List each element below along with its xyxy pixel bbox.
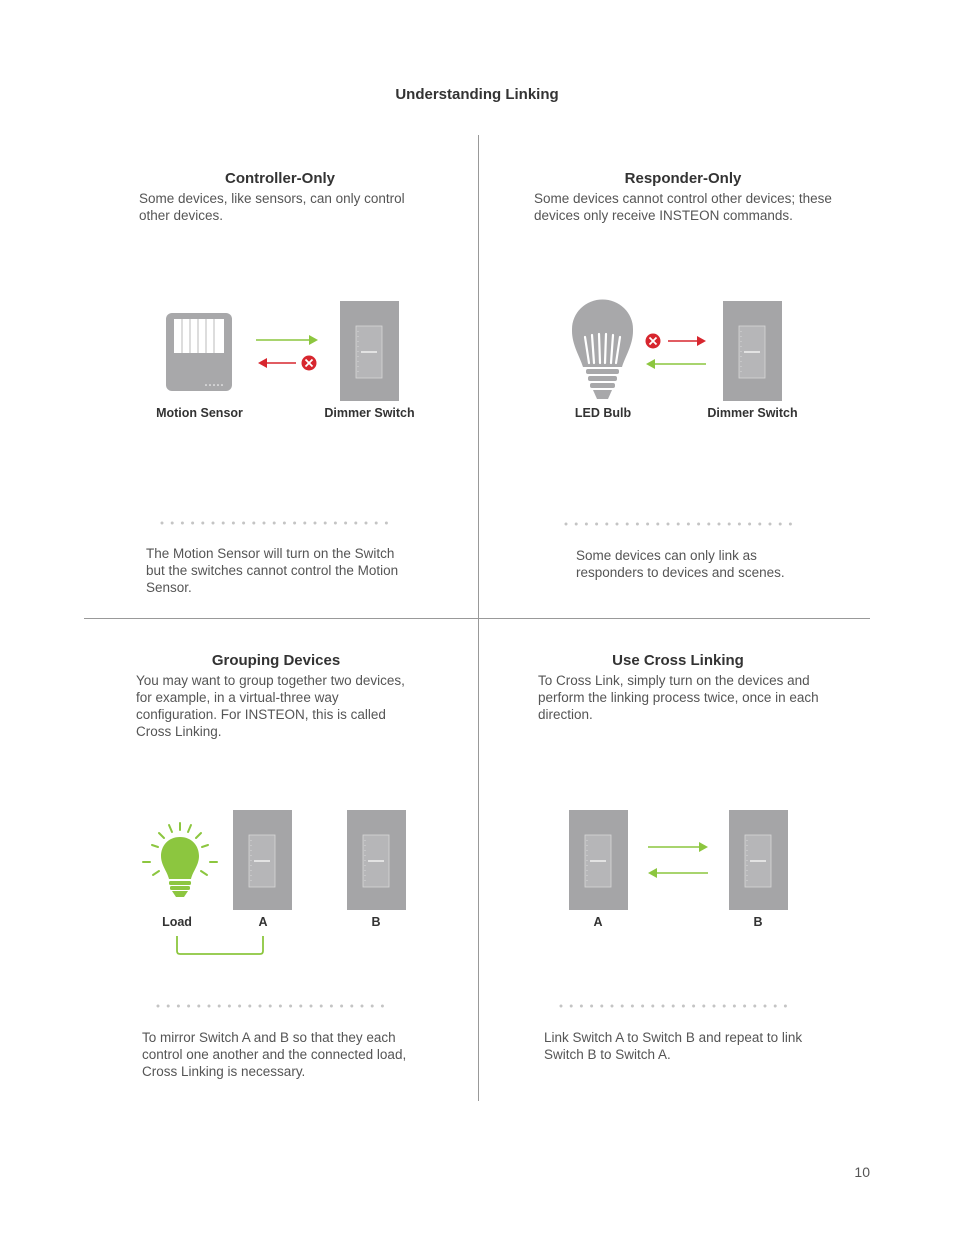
section-note-responder-only: Some devices can only link as responders to devices and scenes. [576, 548, 785, 580]
led-bulb-icon [572, 300, 633, 399]
arrow-right-red-icon [668, 336, 706, 346]
section-note-controller-only: The Motion Sensor will turn on the Switch but the switches cannot control the Motion Sensor. [146, 546, 399, 595]
motion-sensor-icon [166, 313, 232, 391]
section-heading-use-cross-linking: Use Cross Linking [612, 652, 744, 669]
page-title: Understanding Linking [395, 86, 559, 103]
section-heading-controller-only: Controller-Only [224, 170, 335, 187]
section-note-grouping-devices: To mirror Switch A and B so that they each control one another and the connected load, Cross Linking is necessary. [142, 1030, 407, 1079]
device-label: A [593, 915, 603, 929]
device-label: LED Bulb [574, 406, 632, 420]
dotted-separator [160, 521, 396, 525]
device-label: Load [162, 915, 192, 929]
section-note-use-cross-linking: Link Switch A to Switch B and repeat to link Switch B to Switch A. [544, 1030, 803, 1062]
x-mark-icon [646, 334, 661, 349]
section-heading-responder-only: Responder-Only [624, 170, 742, 187]
section-intro-use-cross-linking: To Cross Link, simply turn on the devices and perform the linking process twice, once in each direction. [538, 673, 819, 722]
switch-a-icon [233, 810, 292, 910]
section-intro-controller-only: Some devices, like sensors, can only control other devices. [139, 191, 405, 223]
switch-b-icon [347, 810, 406, 910]
dotted-separator [156, 1004, 392, 1008]
device-label: Dimmer Switch [707, 406, 798, 420]
dimmer-switch-icon [340, 301, 399, 401]
connection-bracket [177, 936, 263, 954]
arrow-left-red-icon [258, 358, 296, 368]
section-intro-grouping-devices: You may want to group together two devices, for example, in a virtual-three way configuration. For INSTEON, this is called Cross Linking. [136, 673, 405, 739]
horizontal-divider [84, 618, 870, 619]
responder-only-diagram [560, 295, 800, 410]
switch-a-icon [569, 810, 628, 910]
device-label: A [258, 915, 268, 929]
section-heading-grouping-devices: Grouping Devices [211, 652, 341, 669]
cross-linking-diagram [560, 805, 800, 920]
grouping-devices-diagram [135, 805, 425, 960]
dotted-separator [564, 522, 800, 526]
device-label: Motion Sensor [156, 406, 243, 420]
arrow-left-green-icon [646, 359, 706, 369]
arrow-right-green-icon [648, 842, 708, 852]
arrow-left-green-icon [648, 868, 708, 878]
switch-b-icon [729, 810, 788, 910]
page-number: 10 [854, 1164, 870, 1180]
x-mark-icon [302, 356, 317, 371]
arrow-right-green-icon [256, 335, 318, 345]
device-label: B [371, 915, 381, 929]
section-intro-responder-only: Some devices cannot control other devices; these devices only receive INSTEON commands. [534, 191, 832, 223]
device-label: Dimmer Switch [324, 406, 415, 420]
dimmer-switch-icon [723, 301, 782, 401]
device-label: B [753, 915, 763, 929]
controller-only-diagram [150, 295, 430, 410]
glowing-bulb-icon [143, 823, 217, 897]
dotted-separator [559, 1004, 795, 1008]
